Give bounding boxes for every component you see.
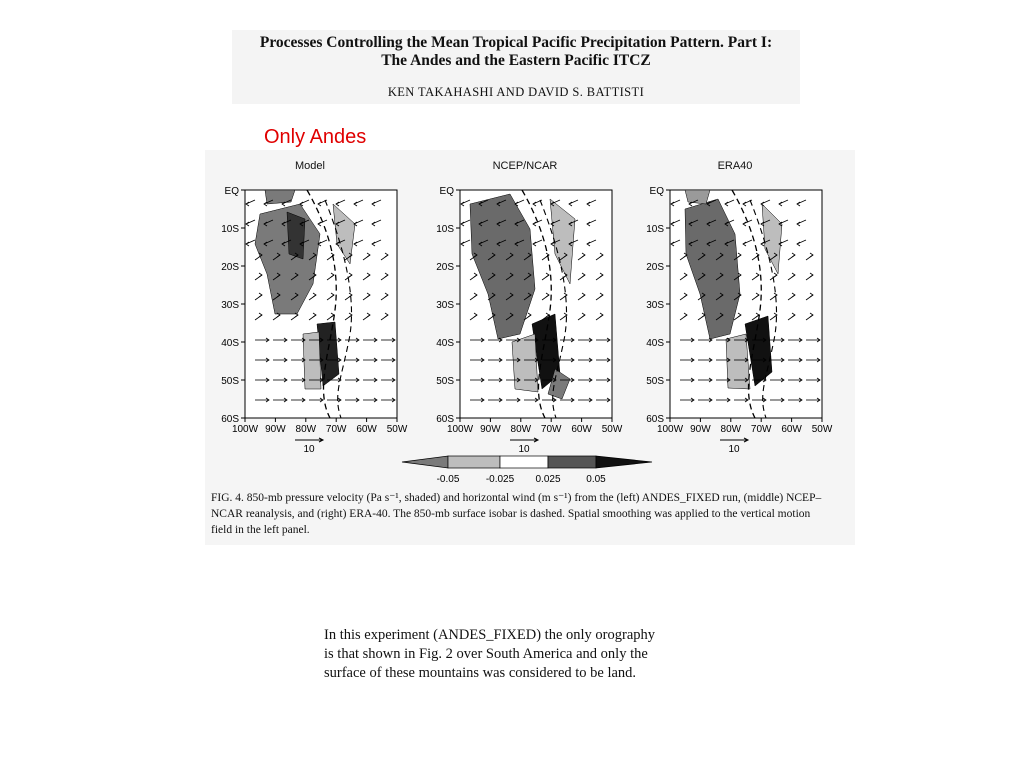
x-tick-label: 70W — [750, 424, 772, 435]
figure-4 — [205, 150, 855, 545]
colorbar-segment — [548, 456, 596, 468]
y-tick-label: 50S — [436, 376, 454, 387]
y-tick-label: 10S — [436, 224, 454, 235]
shaded-region — [685, 190, 710, 204]
x-tick-label: 70W — [540, 424, 562, 435]
shaded-region — [287, 212, 305, 259]
panel-title: ERA40 — [717, 160, 753, 172]
colorbar-tick-label: 0.05 — [586, 474, 606, 485]
x-tick-label: 60W — [571, 424, 592, 435]
colorbar-tick-label: -0.05 — [436, 474, 460, 485]
colorbar-segment — [596, 456, 652, 468]
y-tick-label: EQ — [439, 186, 454, 197]
colorbar-tick-label: 0.025 — [535, 474, 561, 485]
y-tick-label: 50S — [646, 376, 664, 387]
paper-title-line-2: The Andes and the Eastern Pacific ITCZ — [381, 52, 651, 69]
note-text — [324, 626, 709, 683]
slide-label: Only Andes — [264, 126, 367, 148]
y-tick-label: 30S — [646, 300, 664, 311]
y-tick-label: 10S — [646, 224, 664, 235]
x-tick-label: 90W — [690, 424, 711, 435]
colorbar — [400, 453, 655, 487]
colorbar-segment — [402, 456, 448, 468]
map-model — [205, 174, 415, 454]
y-tick-label: 60S — [221, 414, 239, 425]
y-tick-label: 50S — [221, 376, 239, 387]
x-tick-label: 60W — [356, 424, 377, 435]
note-line: surface of these mountains was considered to be land. — [324, 665, 637, 681]
note-line: is that shown in Fig. 2 over South America and only the — [324, 646, 648, 662]
x-tick-label: 70W — [325, 424, 347, 435]
x-tick-label: 60W — [781, 424, 802, 435]
y-tick-label: 60S — [646, 414, 664, 425]
reference-vector-label: 10 — [728, 444, 740, 454]
paper-header — [232, 30, 800, 104]
y-tick-label: 10S — [221, 224, 239, 235]
shaded-region — [303, 332, 321, 389]
shaded-region — [512, 334, 538, 392]
panel-title: Model — [295, 160, 325, 172]
map-era40 — [630, 174, 840, 454]
y-tick-label: 60S — [436, 414, 454, 425]
colorbar-segment — [448, 456, 500, 468]
y-tick-label: 20S — [221, 262, 239, 273]
x-tick-label: 80W — [510, 424, 532, 435]
y-tick-label: 40S — [221, 338, 239, 349]
panel-title: NCEP/NCAR — [492, 160, 558, 172]
reference-vector-label: 10 — [518, 444, 530, 454]
x-tick-label: 50W — [386, 424, 408, 435]
panel-era40 — [630, 160, 840, 460]
colorbar-tick-label: -0.025 — [485, 474, 515, 485]
note-line: In this experiment (ANDES_FIXED) the only orography — [324, 627, 656, 643]
colorbar-segment — [500, 456, 548, 468]
x-tick-label: 90W — [480, 424, 501, 435]
figure-caption: FIG. 4. 850-mb pressure velocity (Pa s⁻¹, shaded) and horizontal wind (m s⁻¹) from the (left) ANDES_FIXED run, (middle) NCEP–NCAR reanalysis, and (right) ERA-40. The 850-mb surface isobar is dashed. Spatial smoothing was applied to the vertical motion field in the left panel. — [211, 492, 822, 536]
paper-title — [232, 34, 800, 70]
x-tick-label: 80W — [295, 424, 317, 435]
y-tick-label: 20S — [646, 262, 664, 273]
paper-title-line-1: Processes Controlling the Mean Tropical Pacific Precipitation Pattern. Part I: — [259, 34, 773, 51]
panel-model — [205, 160, 415, 460]
y-tick-label: 40S — [646, 338, 664, 349]
x-tick-label: 90W — [265, 424, 286, 435]
x-tick-label: 50W — [811, 424, 833, 435]
x-tick-label: 100W — [231, 424, 259, 435]
paper-authors: KEN TAKAHASHI AND DAVID S. BATTISTI — [387, 85, 645, 99]
panel-ncep — [420, 160, 630, 460]
x-tick-label: 100W — [656, 424, 684, 435]
y-tick-label: 30S — [436, 300, 454, 311]
x-tick-label: 50W — [601, 424, 623, 435]
y-tick-label: 20S — [436, 262, 454, 273]
y-tick-label: EQ — [224, 186, 239, 197]
y-tick-label: 40S — [436, 338, 454, 349]
map-ncep — [420, 174, 630, 454]
y-tick-label: EQ — [649, 186, 664, 197]
reference-vector-label: 10 — [303, 444, 315, 454]
x-tick-label: 100W — [446, 424, 474, 435]
x-tick-label: 80W — [720, 424, 742, 435]
y-tick-label: 30S — [221, 300, 239, 311]
